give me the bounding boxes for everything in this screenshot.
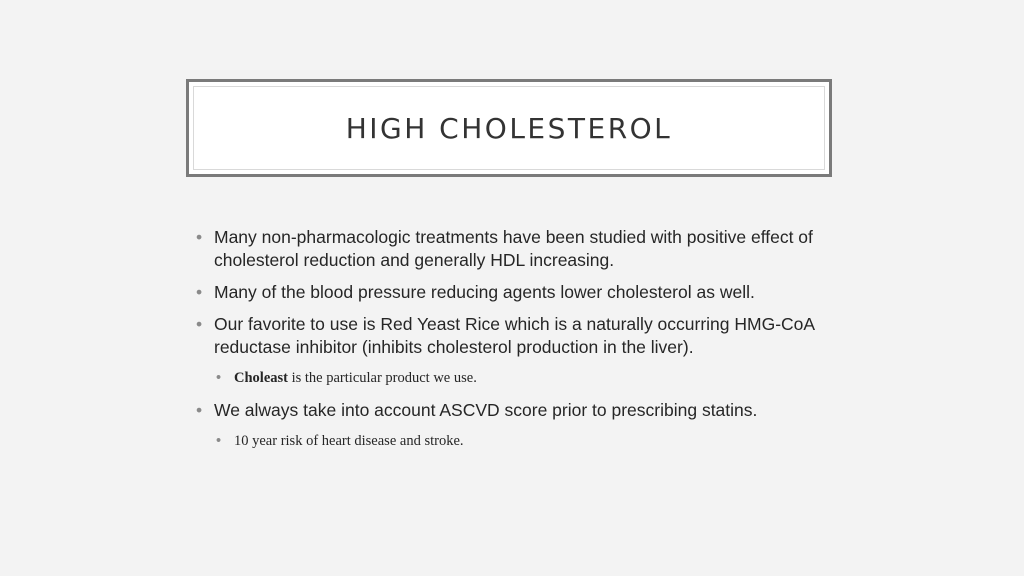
bullet-item xyxy=(196,226,836,272)
bullet-dot-icon: • xyxy=(216,433,222,449)
bullet-text: We always take into account ASCVD score prior to prescribing statins. xyxy=(214,400,758,420)
sub-bullet-text: 10 year risk of heart disease and stroke. xyxy=(234,433,464,449)
title-box xyxy=(186,79,832,177)
bullet-text: Many of the blood pressure reducing agents lower cholesterol as well. xyxy=(214,282,755,302)
product-name: Choleast xyxy=(234,370,288,386)
bullet-dot-icon: • xyxy=(196,227,203,247)
slide-title: HIGH CHOLESTEROL xyxy=(345,111,673,145)
sub-bullet-item xyxy=(196,368,836,388)
bullet-text: Our favorite to use is Red Yeast Rice which is a naturally occurring HMG-CoA reductase inhibitor (inhibits cholesterol production in the liver). xyxy=(214,314,815,357)
bullet-dot-icon: • xyxy=(216,370,222,386)
bullet-dot-icon: • xyxy=(196,314,203,334)
bullet-item xyxy=(196,399,836,422)
bullet-list xyxy=(196,226,836,462)
sub-bullet-text: is the particular product we use. xyxy=(287,370,477,386)
sub-bullet-item xyxy=(196,431,836,451)
bullet-item xyxy=(196,281,836,304)
bullet-item xyxy=(196,313,836,359)
bullet-text: Many non-pharmacologic treatments have been studied with positive effect of cholesterol reduction and generally HDL increasing. xyxy=(214,227,813,270)
bullet-dot-icon: • xyxy=(196,282,203,302)
bullet-dot-icon: • xyxy=(196,400,203,420)
